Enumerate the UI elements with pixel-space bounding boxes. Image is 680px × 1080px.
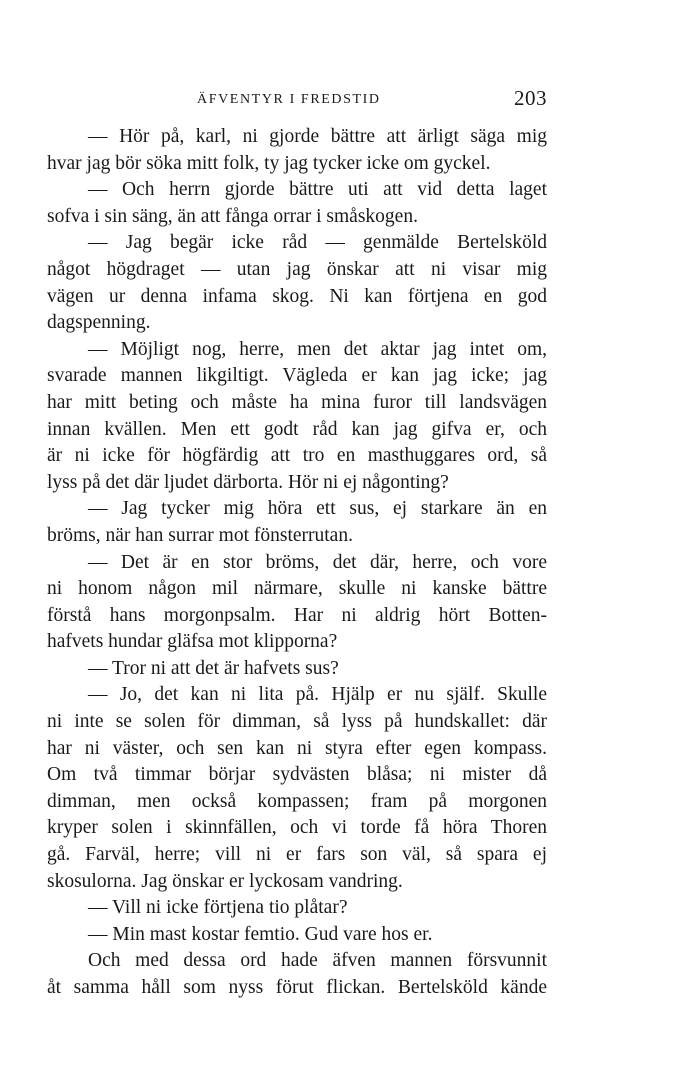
text-line: innan kvällen. Men ett godt råd kan jag gifva er, och [47,418,547,440]
text-line: har ni väster, och sen kan ni styra efter egen kompass. [47,737,547,759]
page-header [47,86,547,114]
text-line: svarade mannen likgiltigt. Vägleda er kan jag icke; jag [47,365,547,387]
text-line: lyss på det där ljudet därborta. Hör ni ej någonting? [47,471,449,493]
text-line: — Vill ni icke förtjena tio plåtar? [88,897,348,919]
text-line: — Jag tycker mig höra ett sus, ej starkare än en [88,498,547,520]
text-line: dimman, men också kompassen; fram på morgonen [47,790,547,812]
text-line: sofva i sin säng, än att fånga orrar i småskogen. [47,205,418,227]
text-line: har mitt beting och måste ha mina furor till landsvägen [47,391,547,413]
text-line: bröms, när han surrar mot fönsterrutan. [47,524,353,546]
text-line: — Möjligt nog, herre, men det aktar jag intet om, [88,338,547,360]
text-line: — Jo, det kan ni lita på. Hjälp er nu själf. Skulle [88,684,547,706]
text-line: Och med dessa ord hade äfven mannen försvunnit [88,950,547,972]
text-line: ni honom någon mil närmare, skulle ni kanske bättre [47,578,547,600]
text-line: kryper solen i skinnfällen, och vi torde få höra Thoren [47,817,547,839]
text-line: — Min mast kostar femtio. Gud vare hos er. [88,923,433,945]
text-line: vägen ur denna infama skog. Ni kan förtjena en god [47,285,547,307]
text-line: hafvets hundar gläfsa mot klipporna? [47,631,338,653]
text-line: är ni icke för högfärdig att tro en masthuggares ord, så [47,445,547,467]
text-line: — Jag begär icke råd — genmälde Bertelsköld [88,232,547,254]
page-number: 203 [514,86,547,110]
text-line: gå. Farväl, herre; vill ni er fars son väl, så spara ej [47,844,547,866]
text-line: — Tror ni att det är hafvets sus? [88,657,339,679]
text-line: förstå hans morgonpsalm. Har ni aldrig hört Botten- [47,604,547,626]
text-line: ni inte se solen för dimman, så lyss på hundskallet: där [47,711,547,733]
text-line: hvar jag bör söka mitt folk, ty jag tycker icke om gyckel. [47,152,491,174]
text-line: — Och herrn gjorde bättre uti att vid detta laget [88,179,547,201]
text-line: skosulorna. Jag önskar er lyckosam vandring. [47,870,403,892]
text-line: dagspenning. [47,312,151,334]
running-head: ÄFVENTYR I FREDSTID [197,92,381,107]
text-line: — Hör på, karl, ni gjorde bättre att ärligt säga mig [88,126,547,147]
text-line: åt samma håll som nyss förut flickan. Bertelsköld kände [47,977,547,998]
text-line: något högdraget — utan jag önskar att ni visar mig [47,258,547,280]
body-text [47,124,547,1002]
text-line: — Det är en stor bröms, det där, herre, och vore [88,551,547,573]
text-line: Om två timmar börjar sydvästen blåsa; ni mister då [47,764,547,786]
